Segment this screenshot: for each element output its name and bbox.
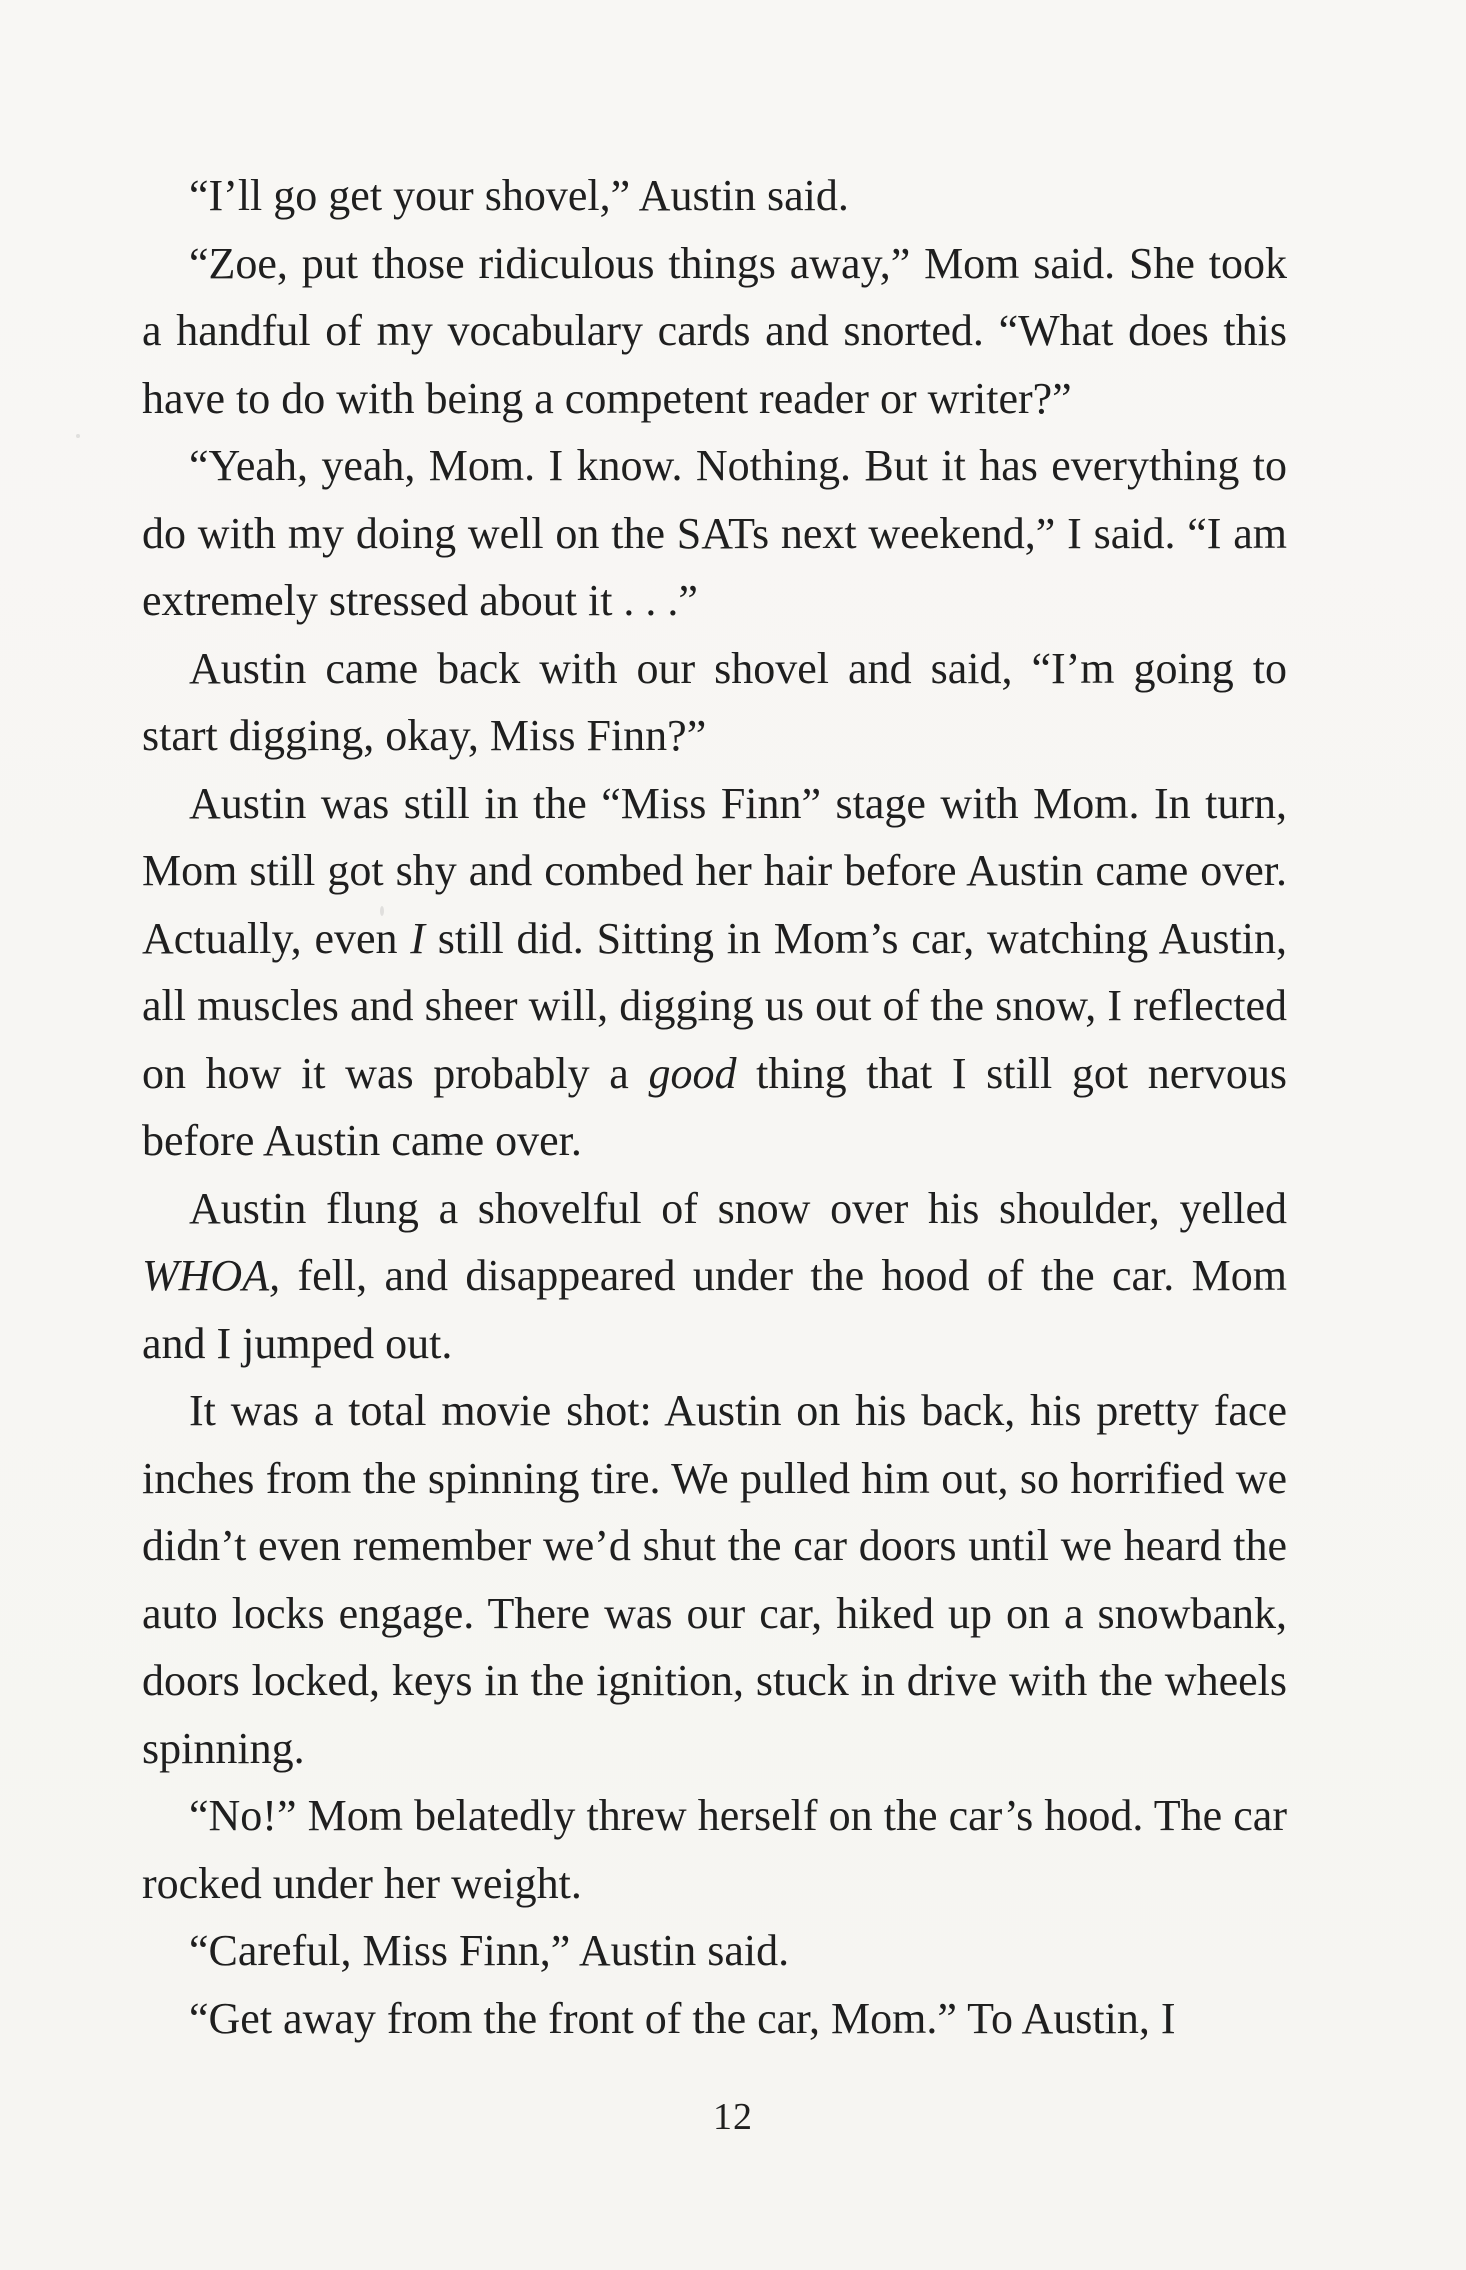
paper-speck — [380, 906, 384, 916]
page-number: 12 — [713, 2096, 753, 2138]
paragraph — [142, 1377, 1287, 1782]
paragraph — [142, 1917, 1287, 1985]
paragraph — [142, 230, 1287, 433]
text-run: “Zoe, put those ridiculous things away,” Mom said. She took a handful of my vocabulary cards and snorted. “What does this have to do with being a competent reader or writer?” — [142, 238, 1287, 423]
paragraph — [142, 1175, 1287, 1378]
paragraph — [142, 770, 1287, 1175]
text-run: “Careful, Miss Finn,” Austin said. — [189, 1926, 790, 1975]
paragraph — [142, 162, 1287, 230]
italic-text: I — [410, 913, 425, 963]
paragraph — [142, 432, 1287, 635]
body-text — [142, 162, 1287, 2052]
text-run: “Yeah, yeah, Mom. I know. Nothing. But it has everything to do with my doing well on the SATs next weekend,” I said. “I am extremely stressed about it . . .” — [142, 441, 1287, 625]
paragraph — [142, 1985, 1287, 2053]
text-run: still did. Sitting in Mom’s car, watching Austin, all muscles and sheer will, digging us out of the snow, I reflected on how it was probably a — [142, 913, 1287, 1098]
paragraph — [142, 635, 1287, 770]
italic-text: WHOA, — [142, 1251, 281, 1300]
paragraph — [142, 1782, 1287, 1917]
text-run: Austin was still in the “Miss Finn” stage with Mom. In turn, Mom still got shy and combed her hair before Austin came over. Actually, even — [142, 778, 1287, 963]
paper-speck — [530, 1212, 535, 1217]
text-run: “I’ll go get your shovel,” Austin said. — [189, 171, 849, 220]
text-run: fell, and disappeared under the hood of the car. Mom and I jumped out. — [142, 1251, 1287, 1368]
text-run: “No!” Mom belatedly threw herself on the car’s hood. The car rocked under her weight. — [142, 1791, 1287, 1908]
paper-speck — [76, 434, 80, 438]
text-run: thing that I still got nervous before Austin came over. — [142, 1048, 1287, 1165]
text-run: “Get away from the front of the car, Mom.” To Austin, I — [189, 1993, 1176, 2043]
text-run: Austin flung a shovelful of snow over his shoulder, yelled — [189, 1183, 1287, 1233]
text-run: It was a total movie shot: Austin on his back, his pretty face inches from the spinning tire. We pulled him out, so horrified we didn’t even remember we’d shut the car doors until we heard the auto locks engage. There was our car, hiked up on a snowbank, doors locked, keys in the ignition, stuck in drive with the wheels spinning. — [142, 1386, 1287, 1773]
italic-text: good — [648, 1048, 737, 1098]
text-run: Austin came back with our shovel and said, “I’m going to start digging, okay, Miss Finn?” — [142, 643, 1287, 760]
